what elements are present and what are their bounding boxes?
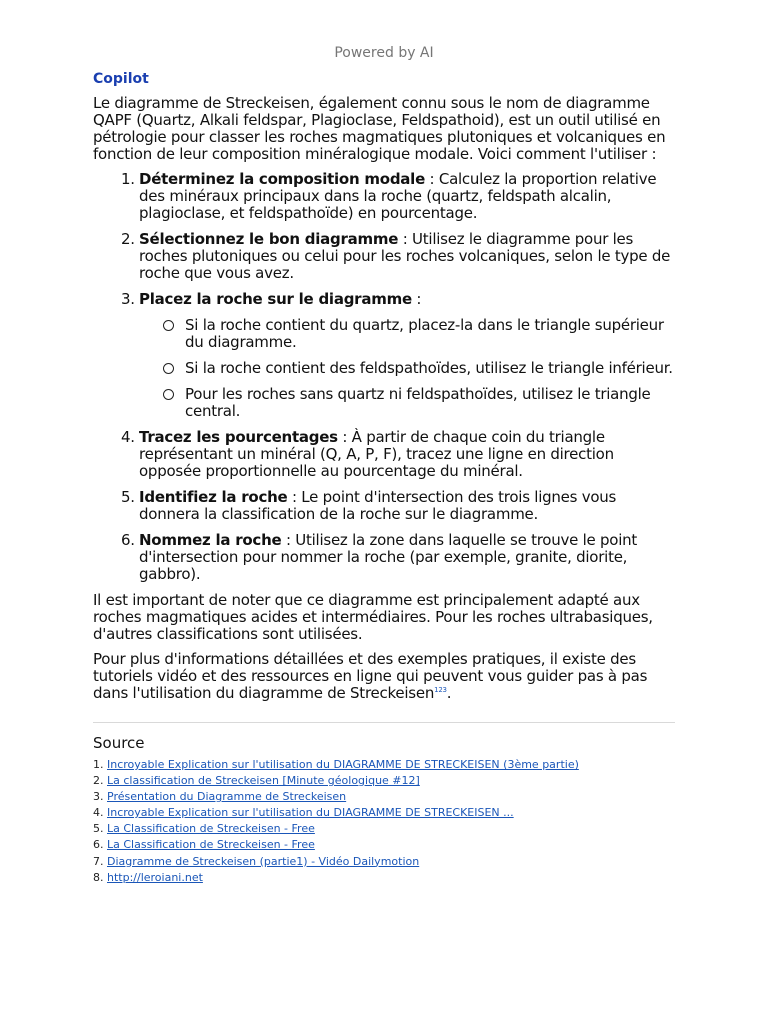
source-item — [93, 821, 579, 837]
source-number: 3. — [93, 790, 104, 804]
source-number: 1. — [93, 758, 104, 771]
source-item — [93, 837, 579, 853]
step-title: Placez la roche sur le diagramme — [139, 290, 412, 308]
step-text: : Calculez la proportion relative des minéraux principaux dans la roche (quartz, feldspath alcalin, plagioclase, et feldspathoïde) en pourcentage. — [139, 170, 657, 222]
step-number: 2. — [121, 230, 135, 248]
answer-body — [93, 95, 675, 710]
more-info-paragraph — [93, 651, 675, 702]
step-item — [121, 230, 675, 282]
source-item — [93, 789, 579, 805]
source-number: 6. — [93, 838, 104, 852]
divider — [93, 722, 675, 723]
sub-item-text: Si la roche contient des feldspathoïdes, utilisez le triangle inférieur. — [185, 359, 673, 377]
note-paragraph: Il est important de noter que ce diagramme est principalement adapté aux roches magmatiques acides et intermédiaires. Pour les roches ultrabasiques, d'autres classifications sont utilisées. — [93, 591, 653, 643]
step-text: : Utilisez la zone dans laquelle se trouve le point d'intersection pour nommer la roche (par exemple, granite, diorite, gabbro). — [139, 531, 638, 583]
source-number: 5. — [93, 822, 104, 836]
circle-bullet-icon — [163, 320, 174, 331]
step-item — [121, 488, 675, 523]
source-link[interactable]: La classification de Streckeisen [Minute géologique #12] — [107, 774, 420, 788]
source-number: 4. — [93, 806, 104, 820]
step-number: 5. — [121, 488, 135, 506]
step-text: : — [411, 290, 422, 308]
source-item — [93, 757, 579, 773]
source-link[interactable]: Diagramme de Streckeisen (partie1) - Vidéo Dailymotion — [107, 854, 420, 868]
source-item — [93, 870, 579, 886]
step-number: 1. — [121, 170, 135, 188]
source-item — [93, 773, 579, 789]
source-link[interactable]: Incroyable Explication sur l'utilisation du DIAGRAMME DE STRECKEISEN (3ème partie) — [107, 758, 579, 771]
step-item — [121, 531, 675, 583]
step-item — [121, 428, 675, 480]
step-title: Déterminez la composition modale — [139, 170, 425, 188]
source-link[interactable]: http://leroiani.net — [107, 870, 203, 884]
powered-by-label: Powered by AI — [334, 45, 434, 61]
circle-bullet-icon — [163, 363, 174, 374]
source-link[interactable]: La Classification de Streckeisen - Free — [107, 822, 315, 836]
sub-item-text: Pour les roches sans quartz ni feldspathoïdes, utilisez le triangle central. — [185, 385, 651, 420]
assistant-name: Copilot — [93, 71, 149, 87]
sub-list — [139, 317, 675, 420]
circle-bullet-icon — [163, 389, 174, 400]
step-title: Nommez la roche — [139, 531, 282, 549]
source-number: 8. — [93, 870, 104, 884]
steps-list — [93, 171, 675, 583]
source-link[interactable]: Présentation du Diagramme de Streckeisen — [107, 790, 347, 804]
source-item — [93, 854, 579, 870]
source-heading: Source — [93, 734, 145, 752]
source-number: 2. — [93, 774, 104, 788]
source-number: 7. — [93, 854, 104, 868]
sub-item — [185, 317, 675, 351]
step-text: : Utilisez le diagramme pour les roches plutoniques ou celui pour les roches volcaniques, selon le type de roche que vous avez. — [139, 230, 671, 282]
citation-refs[interactable]: 123 — [434, 686, 447, 694]
more-info-text: Pour plus d'informations détaillées et des exemples pratiques, il existe des tutoriels vidéo et des ressources en ligne qui peuvent vous guider pas à pas dans l'utilisation du diagramme de Streckeisen — [93, 650, 648, 702]
source-link[interactable]: La Classification de Streckeisen - Free — [107, 838, 315, 852]
source-link[interactable]: Incroyable Explication sur l'utilisation du DIAGRAMME DE STRECKEISEN ... — [107, 806, 514, 820]
step-title: Identifiez la roche — [139, 488, 288, 506]
sub-item — [185, 386, 675, 420]
sub-item-text: Si la roche contient du quartz, placez-la dans le triangle supérieur du diagramme. — [185, 316, 664, 351]
step-number: 4. — [121, 428, 135, 446]
step-number: 3. — [121, 290, 135, 308]
intro-paragraph: Le diagramme de Streckeisen, également connu sous le nom de diagramme QAPF (Quartz, Alkali feldspar, Plagioclase, Feldspathoid), est un outil utilisé en pétrologie pour classer les roches magmatiques plutoniques et volcaniques en fonction de leur composition minéralogique modale. Voici comment l'utiliser : — [93, 94, 666, 163]
sub-item — [185, 360, 675, 377]
step-number: 6. — [121, 531, 135, 549]
sources-list — [93, 757, 579, 886]
step-title: Sélectionnez le bon diagramme — [139, 230, 399, 248]
step-title: Tracez les pourcentages — [139, 428, 338, 446]
source-item — [93, 805, 579, 821]
step-text: : Le point d'intersection des trois lignes vous donnera la classification de la roche sur le diagramme. — [139, 488, 617, 523]
step-text: : À partir de chaque coin du triangle représentant un minéral (Q, A, P, F), tracez une ligne en direction opposée proportionnelle au pourcentage du minéral. — [139, 428, 614, 480]
step-item — [121, 170, 675, 222]
step-item — [121, 290, 675, 420]
more-info-end: . — [446, 684, 452, 702]
